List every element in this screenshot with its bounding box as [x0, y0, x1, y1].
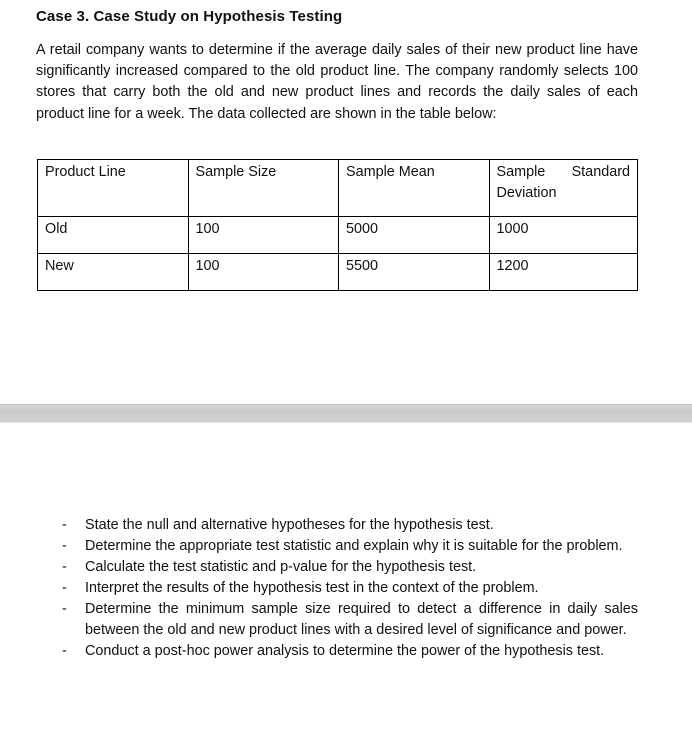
question-text: State the null and alternative hypotheses for the hypothesis test. — [85, 517, 494, 533]
cell-product-line: Old — [38, 217, 189, 254]
cell-sample-size: 100 — [188, 217, 339, 254]
bullet-dash: - — [62, 643, 67, 659]
list-item — [56, 536, 638, 557]
bullet-dash: - — [62, 538, 67, 554]
header-sample-size: Sample Size — [188, 160, 339, 217]
cell-sample-size: 100 — [188, 254, 339, 291]
case-title: Case 3. Case Study on Hypothesis Testing — [36, 8, 343, 25]
question-text: Conduct a post-hoc power analysis to determine the power of the hypothesis test. — [85, 643, 605, 659]
question-list — [56, 515, 638, 662]
question-text: Determine the appropriate test statistic and explain why it is suitable for the problem. — [85, 538, 623, 554]
list-item — [56, 641, 638, 662]
cell-sample-std-dev: 1000 — [489, 217, 638, 254]
bullet-dash: - — [62, 580, 67, 596]
table-row — [38, 217, 638, 254]
cell-sample-mean: 5500 — [339, 254, 490, 291]
cell-sample-mean: 5000 — [339, 217, 490, 254]
table-header-row — [38, 160, 638, 217]
cell-product-line: New — [38, 254, 189, 291]
header-sample-mean: Sample Mean — [339, 160, 490, 217]
intro-paragraph: A retail company wants to determine if the average daily sales of their new product line have significantly increased compared to the old product line. The company randomly selects 100 stores that carry both the old and new product lines and records the daily sales of each product line for a week. The data collected are shown in the table below: — [36, 42, 638, 122]
bullet-dash: - — [62, 559, 67, 575]
bullet-dash: - — [62, 517, 67, 533]
question-text: Determine the minimum sample size required to detect a difference in daily sales between the old and new product lines with a desired level of significance and power. — [85, 601, 638, 638]
question-text: Calculate the test statistic and p-value for the hypothesis test. — [85, 559, 477, 575]
list-item — [56, 515, 638, 536]
cell-sample-std-dev: 1200 — [489, 254, 638, 291]
header-product-line: Product Line — [38, 160, 189, 217]
page-break-divider — [0, 404, 692, 423]
list-item — [56, 578, 638, 599]
list-item — [56, 557, 638, 578]
bullet-dash: - — [62, 601, 67, 617]
sales-data-table — [37, 159, 638, 291]
list-item — [56, 599, 638, 641]
question-text: Interpret the results of the hypothesis test in the context of the problem. — [85, 580, 539, 596]
header-sample-std-dev: Sample Standard Deviation — [489, 160, 638, 217]
table-row — [38, 254, 638, 291]
